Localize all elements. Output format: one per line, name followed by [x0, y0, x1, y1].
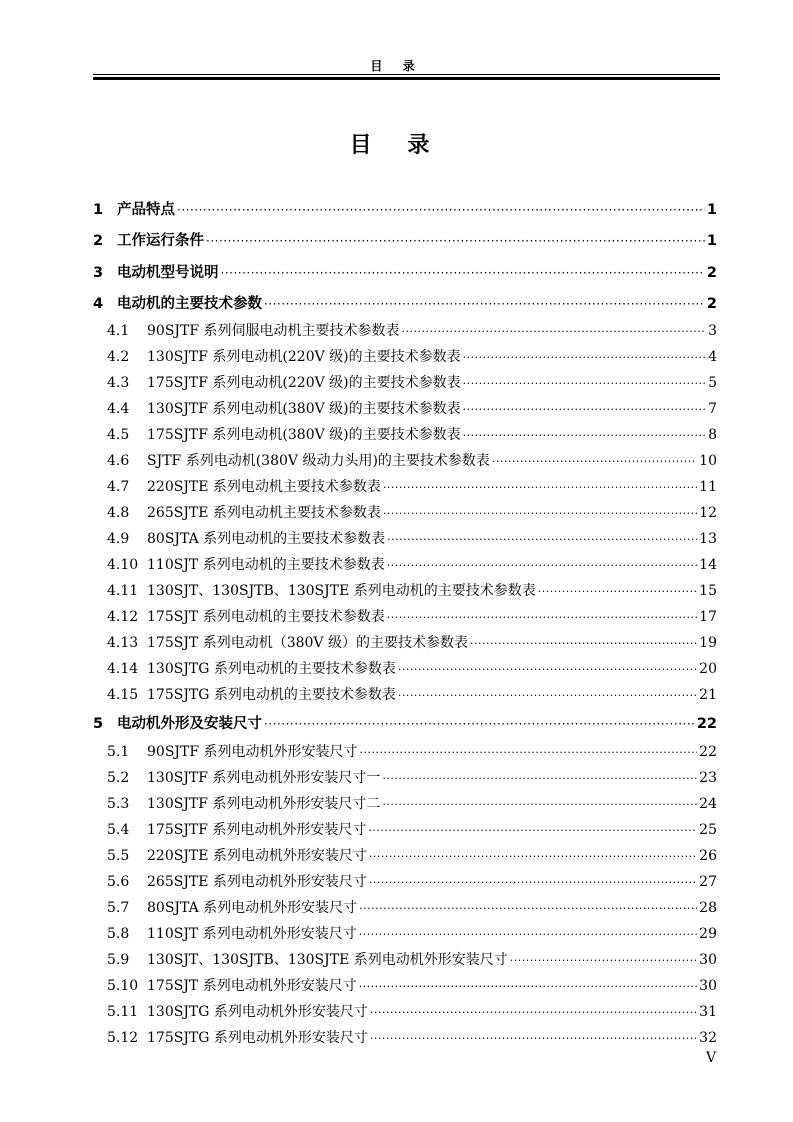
- toc-entry-title: 175SJT 系列电动机的主要技术参数表: [147, 609, 385, 625]
- toc-entry-page: 14: [699, 557, 717, 573]
- toc-entry-number: 4.13: [107, 635, 139, 651]
- toc-entry-page: 32: [699, 1030, 717, 1046]
- toc-entry-title: 130SJTF 系列电动机(220V 级)的主要技术参数表: [147, 349, 461, 365]
- toc-dot-leader: [470, 635, 697, 651]
- toc-entry-title: 电动机外形及安装尺寸: [117, 716, 262, 732]
- toc-section-entry[interactable]: [93, 658, 717, 682]
- toc-entry-title: 175SJT 系列电动机外形安装尺寸: [147, 978, 357, 994]
- toc-entry-number: 4.3: [107, 375, 130, 391]
- toc-entry-title: 90SJTF 系列电动机外形安装尺寸: [147, 744, 358, 760]
- toc-entry-number: 4.6: [107, 453, 130, 469]
- toc-dot-leader: [387, 609, 697, 625]
- toc-dot-leader: [463, 349, 705, 365]
- toc-entry-page: 30: [699, 952, 717, 968]
- toc-entry-page: 25: [699, 822, 717, 838]
- toc-entry-title: 175SJTF 系列电动机(380V 级)的主要技术参数表: [147, 427, 461, 443]
- toc-entry-number: 4.10: [107, 557, 139, 573]
- toc-dot-leader: [369, 848, 697, 864]
- toc-section-entry[interactable]: [93, 871, 717, 895]
- toc-entry-number: 4.12: [107, 609, 139, 625]
- toc-entry-number: 5.4: [107, 822, 130, 838]
- toc-dot-leader: [177, 202, 705, 218]
- toc-dot-leader: [402, 323, 705, 339]
- toc-dot-leader: [221, 265, 705, 281]
- toc-section-entry[interactable]: [93, 975, 717, 999]
- toc-entry-title: 130SJTF 系列电动机(380V 级)的主要技术参数表: [147, 401, 461, 417]
- toc-entry-number: 5.8: [107, 926, 130, 942]
- toc-entry-page: 23: [699, 770, 717, 786]
- toc-dot-leader: [359, 900, 697, 916]
- toc-dot-leader: [398, 661, 697, 677]
- toc-entry-number: 5.6: [107, 874, 130, 890]
- toc-entry-page: 30: [699, 978, 717, 994]
- toc-entry-title: 110SJT 系列电动机外形安装尺寸: [147, 926, 357, 942]
- toc-entry-page: 20: [699, 661, 717, 677]
- toc-entry-title: 220SJTE 系列电动机外形安装尺寸: [147, 848, 367, 864]
- toc-entry-number: 4.15: [107, 687, 139, 703]
- toc-entry-page: 7: [708, 401, 717, 417]
- toc-dot-leader: [398, 687, 697, 703]
- toc-section-entry[interactable]: [93, 793, 717, 817]
- toc-entry-number: 4.9: [107, 531, 130, 547]
- toc-dot-leader: [510, 952, 697, 968]
- toc-entry-title: 电动机型号说明: [117, 265, 219, 281]
- toc-entry-page: 15: [699, 583, 717, 599]
- toc-entry-page: 31: [699, 1004, 717, 1020]
- toc-entry-number: 2: [93, 233, 104, 249]
- toc-entry-page: 1: [706, 233, 717, 249]
- toc-section-entry[interactable]: [93, 580, 717, 604]
- toc-entry-page: 2: [706, 265, 717, 281]
- toc-entry-page: 5: [708, 375, 717, 391]
- toc-entry-page: 3: [708, 323, 717, 339]
- toc-dot-leader: [383, 505, 697, 521]
- toc-entry-title: 175SJTF 系列电动机外形安装尺寸: [147, 822, 367, 838]
- toc-entry-number: 4.11: [107, 583, 139, 599]
- toc-dot-leader: [359, 978, 697, 994]
- toc-section-entry[interactable]: [93, 684, 717, 708]
- toc-entry-title: SJTF 系列电动机(380V 级动力头用)的主要技术参数表: [147, 453, 490, 469]
- toc-entry-page: 2: [706, 296, 717, 312]
- toc-section-entry[interactable]: [93, 897, 717, 921]
- toc-entry-title: 130SJT、130SJTB、130SJTE 系列电动机的主要技术参数表: [147, 583, 536, 599]
- toc-entry-title: 工作运行条件: [117, 233, 204, 249]
- toc-entry-page: 29: [699, 926, 717, 942]
- toc-section-entry[interactable]: [93, 502, 717, 526]
- toc-chapter-entry[interactable]: [93, 229, 717, 253]
- toc-section-entry[interactable]: [93, 346, 717, 370]
- toc-entry-page: 22: [696, 716, 717, 732]
- toc-entry-page: 12: [699, 505, 717, 521]
- toc-entry-page: 24: [699, 796, 717, 812]
- toc-section-entry[interactable]: [93, 767, 717, 791]
- toc-section-entry[interactable]: [93, 528, 717, 552]
- toc-entry-number: 5: [93, 716, 104, 732]
- toc-section-entry[interactable]: [93, 741, 717, 765]
- running-header: 目 录: [370, 59, 423, 73]
- toc-section-entry[interactable]: [93, 606, 717, 630]
- toc-entry-number: 5.9: [107, 952, 130, 968]
- toc-entry-page: 22: [699, 744, 717, 760]
- toc-entry-title: 80SJTA 系列电动机外形安装尺寸: [147, 900, 358, 916]
- toc-entry-title: 90SJTF 系列伺服电动机主要技术参数表: [147, 323, 400, 339]
- toc-entry-number: 5.5: [107, 848, 130, 864]
- toc-section-entry[interactable]: [93, 320, 717, 344]
- toc-entry-title: 130SJTF 系列电动机外形安装尺寸二: [147, 796, 381, 812]
- toc-entry-title: 175SJT 系列电动机（380V 级）的主要技术参数表: [147, 635, 468, 651]
- toc-entry-page: 21: [699, 687, 717, 703]
- toc-entry-number: 4.5: [107, 427, 130, 443]
- toc-dot-leader: [264, 716, 695, 732]
- toc-section-entry[interactable]: [93, 1027, 717, 1051]
- toc-entry-page: 11: [699, 479, 717, 495]
- toc-entry-title: 265SJTE 系列电动机主要技术参数表: [147, 505, 381, 521]
- toc-dot-leader: [370, 1004, 697, 1020]
- toc-dot-leader: [383, 479, 697, 495]
- toc-chapter-entry[interactable]: [93, 292, 717, 316]
- toc-entry-title: 130SJTG 系列电动机的主要技术参数表: [147, 661, 396, 677]
- toc-entry-number: 4.1: [107, 323, 130, 339]
- toc-section-entry[interactable]: [93, 949, 717, 973]
- toc-entry-title: 265SJTE 系列电动机外形安装尺寸: [147, 874, 367, 890]
- toc-dot-leader: [369, 874, 697, 890]
- toc-entry-page: 26: [699, 848, 717, 864]
- toc-dot-leader: [463, 401, 705, 417]
- toc-entry-number: 3: [93, 265, 104, 281]
- toc-chapter-entry[interactable]: [93, 198, 717, 222]
- toc-dot-leader: [206, 233, 705, 249]
- toc-entry-number: 5.2: [107, 770, 130, 786]
- toc-section-entry[interactable]: [93, 1001, 717, 1025]
- toc-dot-leader: [360, 744, 698, 760]
- toc-section-entry[interactable]: [93, 632, 717, 656]
- toc-section-entry[interactable]: [93, 476, 717, 500]
- toc-section-entry[interactable]: [93, 450, 717, 474]
- toc-entry-page: 17: [699, 609, 717, 625]
- toc-entry-number: 5.11: [107, 1004, 139, 1020]
- toc-entry-number: 5.12: [107, 1030, 139, 1046]
- toc-dot-leader: [387, 531, 697, 547]
- toc-entry-title: 130SJTF 系列电动机外形安装尺寸一: [147, 770, 381, 786]
- toc-entry-title: 130SJT、130SJTB、130SJTE 系列电动机外形安装尺寸: [147, 952, 508, 968]
- toc-section-entry[interactable]: [93, 372, 717, 396]
- toc-chapter-entry[interactable]: [93, 261, 717, 285]
- toc-entry-number: 5.3: [107, 796, 130, 812]
- toc-entry-title: 产品特点: [117, 202, 175, 218]
- toc-entry-number: 4.2: [107, 349, 130, 365]
- toc-entry-page: 1: [706, 202, 717, 218]
- toc-entry-number: 4.8: [107, 505, 130, 521]
- toc-entry-title: 175SJTF 系列电动机(220V 级)的主要技术参数表: [147, 375, 461, 391]
- toc-dot-leader: [463, 427, 705, 443]
- toc-entry-number: 4.7: [107, 479, 130, 495]
- toc-entry-title: 220SJTE 系列电动机主要技术参数表: [147, 479, 381, 495]
- toc-section-entry[interactable]: [93, 819, 717, 843]
- page-number: V: [706, 1050, 717, 1066]
- toc-dot-leader: [382, 770, 697, 786]
- toc-chapter-entry[interactable]: [93, 712, 717, 736]
- toc-entry-title: 130SJTG 系列电动机外形安装尺寸: [147, 1004, 368, 1020]
- toc-entry-page: 10: [699, 453, 717, 469]
- toc-entry-title: 110SJT 系列电动机的主要技术参数表: [147, 557, 385, 573]
- toc-dot-leader: [492, 453, 697, 469]
- toc-section-entry[interactable]: [93, 845, 717, 869]
- toc-entry-page: 13: [699, 531, 717, 547]
- toc-entry-number: 4.14: [107, 661, 139, 677]
- toc-dot-leader: [359, 926, 697, 942]
- toc-entry-page: 19: [699, 635, 717, 651]
- toc-dot-leader: [387, 557, 697, 573]
- page-title: 目 录: [349, 132, 444, 158]
- toc-entry-page: 27: [699, 874, 717, 890]
- toc-entry-title: 电动机的主要技术参数: [117, 296, 262, 312]
- toc-entry-title: 175SJTG 系列电动机的主要技术参数表: [147, 687, 396, 703]
- table-of-contents: [93, 0, 717, 1122]
- toc-dot-leader: [370, 1030, 697, 1046]
- toc-entry-page: 8: [708, 427, 717, 443]
- toc-entry-title: 80SJTA 系列电动机的主要技术参数表: [147, 531, 386, 547]
- toc-entry-page: 4: [708, 349, 717, 365]
- toc-entry-number: 5.10: [107, 978, 139, 994]
- toc-entry-number: 4: [93, 296, 104, 312]
- toc-dot-leader: [264, 296, 705, 312]
- toc-entry-number: 5.1: [107, 744, 130, 760]
- toc-section-entry[interactable]: [93, 554, 717, 578]
- toc-entry-title: 175SJTG 系列电动机外形安装尺寸: [147, 1030, 368, 1046]
- toc-dot-leader: [538, 583, 697, 599]
- toc-entry-page: 28: [699, 900, 717, 916]
- toc-section-entry[interactable]: [93, 424, 717, 448]
- toc-entry-number: 1: [93, 202, 104, 218]
- toc-dot-leader: [368, 822, 697, 838]
- toc-section-entry[interactable]: [93, 398, 717, 422]
- toc-entry-number: 5.7: [107, 900, 130, 916]
- toc-entry-number: 4.4: [107, 401, 130, 417]
- toc-dot-leader: [463, 375, 705, 391]
- toc-section-entry[interactable]: [93, 923, 717, 947]
- toc-dot-leader: [382, 796, 697, 812]
